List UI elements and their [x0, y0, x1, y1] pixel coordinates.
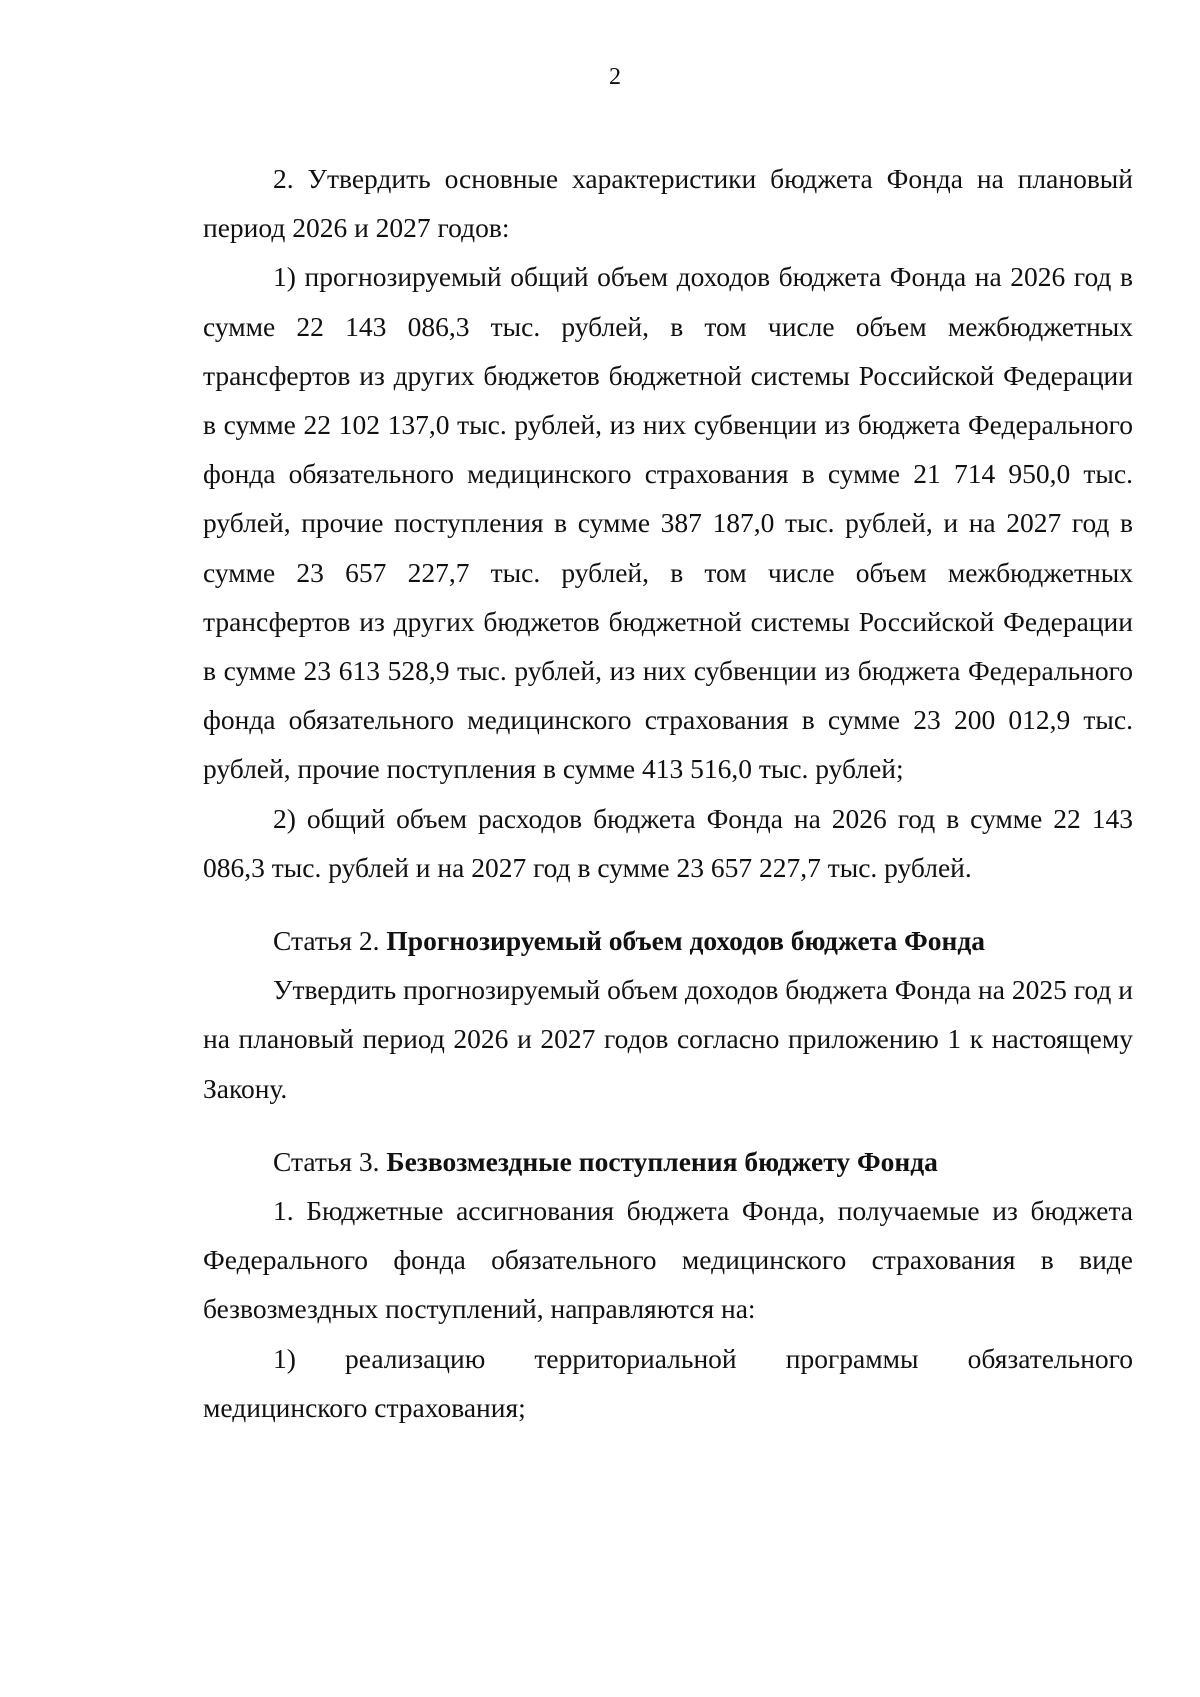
article-3-paragraph-1: 1. Бюджетные ассигнования бюджета Фонда, получаемые из бюджета Федерального фонда обязательного медицинского страхования в виде безвозмездных поступлений, направляются на:	[203, 1195, 1133, 1325]
paragraph-revenues: 1) прогнозируемый общий объем доходов бюджета Фонда на 2026 год в сумме 22 143 086,3 тыс. рублей, в том числе объем межбюджетных трансфертов из других бюджетов бюджетной системы Российской Федерации в сумме 22 102 137,0 тыс. рублей, из них субвенции из бюджета Федерального фонда обязательного медицинского страхования в сумме 21 714 950,0 тыс. рублей, прочие поступления в сумме 387 187,0 тыс. рублей, и на 2027 год в сумме 23 657 227,7 тыс. рублей, в том числе объем межбюджетных трансфертов из других бюджетов бюджетной системы Российской Федерации в сумме 23 613 528,9 тыс. рублей, из них субвенции из бюджета Федерального фонда обязательного медицинского страхования в сумме 23 200 012,9 тыс. рублей, прочие поступления в сумме 413 516,0 тыс. рублей;	[203, 261, 1133, 785]
article-3-heading	[203, 1137, 1133, 1186]
page-number: 2	[609, 64, 621, 90]
article-2-heading	[203, 916, 1133, 965]
article-3-prefix: Статья 3.	[273, 1145, 387, 1177]
article-3-title: Безвозмездные поступления бюджету Фонда	[386, 1145, 938, 1177]
article-2-text: Утвердить прогнозируемый объем доходов бюджета Фонда на 2025 год и на плановый период 2026 и 2027 годов согласно приложению 1 к настоящему Закону.	[203, 974, 1133, 1104]
paragraph-expenses: 2) общий объем расходов бюджета Фонда на 2026 год в сумме 22 143 086,3 тыс. рублей и на 2027 год в сумме 23 657 227,7 тыс. рублей.	[203, 802, 1133, 883]
paragraph-characteristics: 2. Утвердить основные характеристики бюджета Фонда на плановый период 2026 и 2027 годов:	[203, 163, 1133, 244]
article-3-paragraph-2: 1) реализацию территориальной программы обязательного медицинского страхования;	[203, 1342, 1133, 1423]
article-2-title: Прогнозируемый объем доходов бюджета Фонда	[386, 925, 986, 957]
article-2-prefix: Статья 2.	[273, 925, 387, 957]
document-body	[203, 154, 1133, 1432]
